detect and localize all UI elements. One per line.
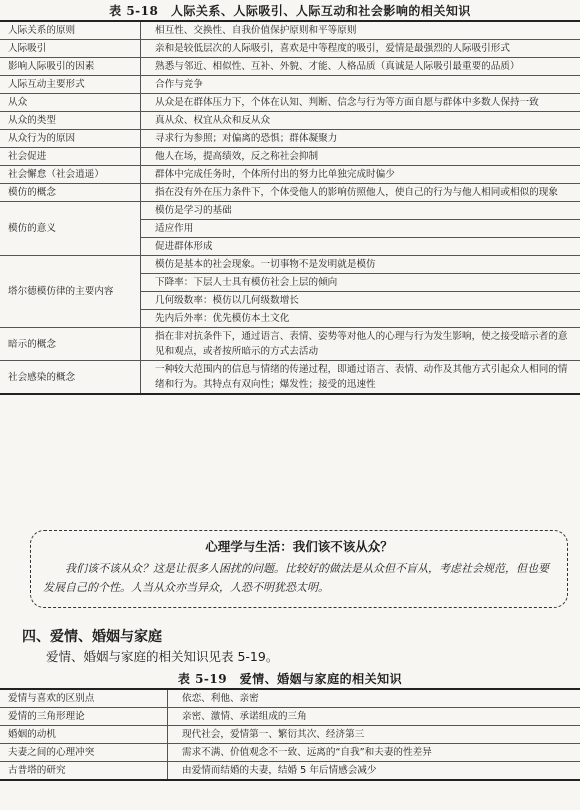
row-value: 相互性、交换性、自我价值保护原则和平等原则	[141, 21, 580, 40]
row-value: 亲和是较低层次的人际吸引，喜欢是中等程度的吸引，爱情是最强烈的人际吸引形式	[141, 40, 580, 58]
section-intro: 爱情、婚姻与家庭的相关知识见表 5-19。	[46, 649, 279, 664]
row-value: 指在非对抗条件下，通过语言、表情、姿势等对他人的心理与行为发生影响，使之接受暗示者的意见和观点，或者按所暗示的方式去活动	[141, 328, 580, 361]
row-label: 爱情的三角形理论	[0, 708, 168, 726]
table-row	[0, 328, 580, 361]
table-row	[0, 166, 580, 184]
section-heading: 四、爱情、婚姻与家庭	[22, 629, 162, 645]
table-row	[0, 184, 580, 202]
row-value: 合作与竞争	[141, 76, 580, 94]
table-row	[0, 76, 580, 94]
row-label: 爱情与喜欢的区别点	[0, 689, 168, 708]
row-value: 熟悉与邻近、相似性、互补、外貌、才能、人格品质（真诚是人际吸引最重要的品质）	[141, 58, 580, 76]
row-value: 由爱情而结婚的夫妻，结婚 5 年后情感会减少	[168, 762, 580, 781]
row-value: 适应作用	[141, 220, 580, 238]
row-label: 模仿的意义	[0, 202, 141, 256]
row-label: 从众行为的原因	[0, 130, 141, 148]
row-label: 夫妻之间的心理冲突	[0, 744, 168, 762]
row-value: 几何级数率：模仿以几何级数增长	[141, 292, 580, 310]
row-label: 婚姻的动机	[0, 726, 168, 744]
row-label: 影响人际吸引的因素	[0, 58, 141, 76]
table1-title: 表 5-18 人际关系、人际吸引、人际互动和社会影响的相关知识	[109, 4, 471, 18]
table-row	[0, 744, 580, 762]
table2-title: 表 5-19 爱情、婚姻与家庭的相关知识	[177, 672, 403, 686]
row-label: 人际关系的原则	[0, 21, 141, 40]
row-value: 一种较大范围内的信息与情绪的传递过程，即通过语言、表情、动作及其他方式引起众人相同的情绪和行为。其特点有双向性；爆发性；接受的迅速性	[141, 361, 580, 395]
knowledge-table-5-19	[0, 688, 580, 781]
row-value: 需求不满、价值观念不一致、远离的“自我”和夫妻的性差异	[168, 744, 580, 762]
table-row	[0, 256, 580, 274]
row-value: 从众是在群体压力下，个体在认知、判断、信念与行为等方面自愿与群体中多数人保持一致	[141, 94, 580, 112]
row-value: 现代社会，爱情第一、繁衍其次、经济第三	[168, 726, 580, 744]
row-value: 下降率：下层人士具有模仿社会上层的倾向	[141, 274, 580, 292]
row-label: 从众	[0, 94, 141, 112]
table-row	[0, 726, 580, 744]
table-row	[0, 21, 580, 40]
row-value: 指在没有外在压力条件下，个体受他人的影响仿照他人，使自己的行为与他人相同或相似的现象	[141, 184, 580, 202]
knowledge-table-5-18	[0, 20, 580, 395]
table-row	[0, 762, 580, 781]
table-row	[0, 130, 580, 148]
row-label: 社会促进	[0, 148, 141, 166]
table-row	[0, 361, 580, 395]
row-value: 真从众、权宜从众和反从众	[141, 112, 580, 130]
row-value: 促进群体形成	[141, 238, 580, 256]
table-row	[0, 708, 580, 726]
table-row	[0, 202, 580, 220]
psychology-life-box	[30, 530, 568, 608]
row-label: 模仿的概念	[0, 184, 141, 202]
row-value: 依恋、利他、亲密	[168, 689, 580, 708]
row-label: 塔尔德模仿律的主要内容	[0, 256, 141, 328]
row-value: 群体中完成任务时，个体所付出的努力比单独完成时偏少	[141, 166, 580, 184]
table-row	[0, 94, 580, 112]
table-row	[0, 689, 580, 708]
box-body: 我们该不该从众？这是让很多人困扰的问题。比较好的做法是从众但不盲从，考虑社会规范，但也要发展自己的个性。人当从众亦当异众，人恐不明犹恐太明。	[43, 562, 549, 594]
row-label: 人际吸引	[0, 40, 141, 58]
row-value: 模仿是学习的基础	[141, 202, 580, 220]
row-label: 人际互动主要形式	[0, 76, 141, 94]
row-label: 社会感染的概念	[0, 361, 141, 395]
row-label: 暗示的概念	[0, 328, 141, 361]
row-value: 寻求行为参照；对偏离的恐惧；群体凝聚力	[141, 130, 580, 148]
row-label: 社会懈怠（社会逍遥）	[0, 166, 141, 184]
table-row	[0, 148, 580, 166]
table-row	[0, 58, 580, 76]
row-label: 古普塔的研究	[0, 762, 168, 781]
row-value: 亲密、激情、承诺组成的三角	[168, 708, 580, 726]
row-value: 模仿是基本的社会现象。一切事物不是发明就是模仿	[141, 256, 580, 274]
table-row	[0, 112, 580, 130]
table-row	[0, 40, 580, 58]
row-value: 先内后外率：优先模仿本土文化	[141, 310, 580, 328]
row-label: 从众的类型	[0, 112, 141, 130]
row-value: 他人在场，提高绩效，反之称社会抑制	[141, 148, 580, 166]
box-title: 心理学与生活：我们该不该从众？	[205, 539, 393, 554]
